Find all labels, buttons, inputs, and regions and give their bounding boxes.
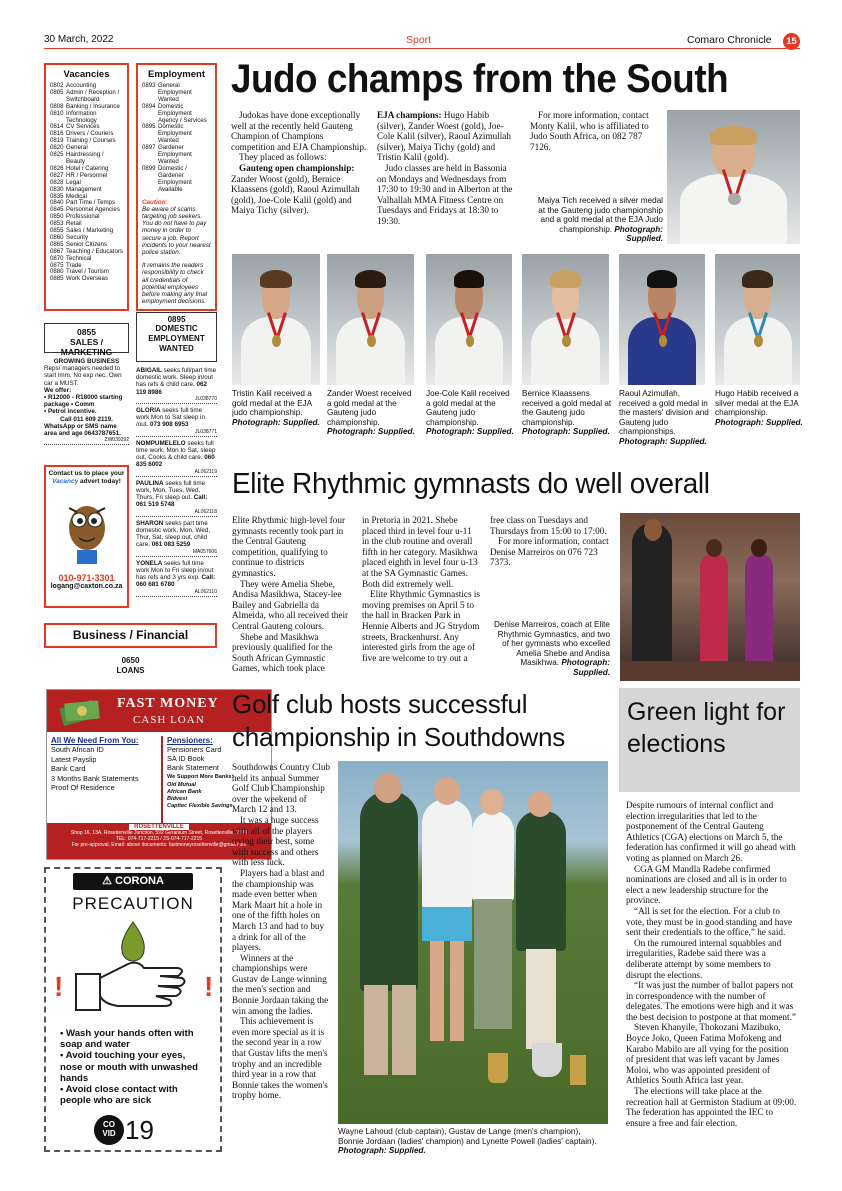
judo-athlete-caption-text: Joe-Cole Kalil received a gold medal at the Gauteng judo championship. [426, 389, 510, 427]
judo-eja-results: Hugo Habib (silver), Zander Woest (gold), Joe-Cole Kalil (silver), Raoul Azimullah (silver), Maiya Tichy (gold) and Tristin Kalil (gold). [377, 110, 511, 163]
loan-pens-item: Bank Statement [167, 763, 219, 772]
judo-athlete-caption-text: Hugo Habib received a silver medal at the EJA championship. [715, 389, 799, 418]
exclaim-left-icon: ! [54, 971, 64, 1002]
loans-code: 0650 [121, 656, 140, 665]
vacancy-label: Management [66, 185, 102, 193]
gym-col-1 [232, 515, 350, 674]
vacancy-code: 0810 [50, 109, 64, 117]
vacancy-label: Drivers / Couriers [66, 130, 114, 138]
domestic-header [136, 312, 217, 362]
vacancy-code: 0885 [50, 275, 64, 283]
judo-athlete-photo [715, 254, 800, 385]
green-col [626, 800, 798, 1128]
green-paragraph: Despite rumours of internal conflict and election irregularities that led to the postponement of the Central Gauteng Athletics (CGA) elections on March 5, the federation has confirmed it will go ahead with voting as planned on March 26. [626, 800, 796, 863]
header-rule [44, 48, 800, 49]
green-paragraph: “It was just the number of ballot papers not in correspondence with the number of delegates. The emotions were high and it was the best decision to postpone at that moment.” [626, 980, 796, 1022]
responsibility-text: It remains the readers responsibility to check all credentials of potential employees before making any final employment decisions. [142, 262, 208, 306]
corona-ad [44, 867, 222, 1152]
page-date: 30 March, 2022 [44, 34, 114, 45]
green-headline: Green light for elections [627, 698, 786, 758]
vacancy-label: Professional [66, 213, 100, 221]
green-paragraph: On the rumoured internal squabbles and irregularities, Radebe said there was a deliberate attempt by some members to disrupt the elections. [626, 937, 782, 980]
employment-item [142, 104, 211, 125]
domestic-ad-name: ABIGAIL [136, 367, 162, 374]
domestic-ad-ref: JL038771 [136, 429, 217, 437]
vacancy-code: 0867 [50, 247, 64, 255]
green-headline-box [619, 688, 800, 792]
employment-item [142, 83, 211, 104]
vacancy-label: Sales / Marketing [66, 227, 114, 235]
domestic-ad-ref: JL038770 [136, 396, 217, 404]
vacancy-code: 0828 [50, 178, 64, 186]
domestic-ad-ref: AL062119 [136, 469, 217, 477]
sales-ad-offer: We offer: [44, 386, 72, 394]
employment-label: Domestic Employment Wanted [158, 123, 192, 145]
golf-paragraph: Southdowns Country Club held its annual Summer Golf Club Championship over the weekend of March 12 and 13. [232, 762, 331, 815]
loan-ad-address: Shop 16, 13A, Rosettenville Junction, 592 Geranium Street, Rosettenville, 2190 [70, 830, 248, 836]
judo-athlete-caption [232, 389, 324, 427]
judo-athlete-photo [232, 254, 320, 385]
contact-ad-line1: Contact us to place your [48, 470, 125, 477]
judo-athlete-caption-credit: Photograph: Supplied. [232, 417, 320, 427]
vacancy-code: 0827 [50, 171, 64, 179]
loan-banks-item: Old Mutual [167, 782, 196, 788]
gym-p6: free class on Tuesdays and Thursdays from 15:00 to 17:00. [490, 515, 607, 536]
vacancy-code: 0816 [50, 130, 64, 138]
sales-title: SALES / MARKETING [60, 337, 113, 357]
vacancy-label: Medical [66, 192, 87, 200]
loan-pens-item: Pensioners Card [167, 745, 222, 754]
judo-athlete-caption-text: Zander Woest received a gold medal at the Gauteng judo championship. [327, 389, 412, 427]
vacancy-code: 0875 [50, 261, 64, 269]
vacancy-code: 0840 [50, 199, 64, 207]
vacancy-code: 0802 [50, 82, 64, 89]
golf-paragraph: Players had a blast and the championship was made even better when Mark Maart hit a hole in one of the fifth holes on March 13 and had to buy a drink for all of the players. [232, 867, 325, 953]
vacancy-label: Hotel / Catering [66, 164, 109, 172]
vacancy-code: 0825 [50, 151, 64, 159]
gym-p2: They were Amelia Shebe, Andisa Masikhwa, Stacey-lee Bailey and Gabriella da Almeida, who all received their Central Gauteng colours. [232, 578, 349, 631]
vacancy-label: CV Services [66, 123, 100, 131]
domestic-ad-ref: AL062110 [136, 589, 217, 597]
vacancy-label: Training / Courses [66, 137, 116, 145]
sales-ad-call: Call 011 609 2119. [60, 415, 113, 423]
domestic-ad-phone: 062 119 8986 [136, 381, 208, 396]
judo-athlete-photo [619, 254, 705, 385]
loan-banks-item: African Bank [167, 789, 202, 795]
employment-list [142, 83, 211, 194]
employment-box [136, 63, 217, 311]
domestic-ad-ref: MA057606 [136, 549, 217, 557]
judo-athlete-caption [522, 389, 613, 437]
vacancies-list [50, 83, 123, 283]
sales-ad-b2: • Petrol incentive. [44, 408, 97, 416]
judo-gauteng-results: Zander Woost (gold), Bernice Klaassens (gold), Raoul Azimullah (gold), Joe-Cole Kalil (gold) and Maiya Tichy (silver). [231, 173, 360, 216]
corona-badge: ⚠ CORONA [73, 873, 193, 890]
money-icon [57, 694, 103, 730]
judo-p2: They placed as follows: [239, 152, 327, 163]
vacancy-item [50, 152, 123, 166]
employment-label: General Employment Wanted [158, 82, 192, 103]
gym-caption-credit: Photograph: Supplied. [561, 658, 610, 677]
loan-need-item: Proof Of Residence [51, 783, 115, 793]
judo-eja-label: EJA champions: [377, 110, 442, 120]
golf-caption-credit: Photograph: Supplied. [338, 1146, 426, 1156]
golf-paragraph: Winners at the championships were Gustav de Lange winning the men's section and Bonnie Jordaan taking the win among the ladies. [232, 952, 329, 1016]
judo-classes: Judo classes are held in Bassonia on Mondays and Wednesdays from 17:30 to 19:30 and in Alberton at the Valhallah MMA Fitness Centre on Tuesdays and Fridays at 18:30 to 19:30. [377, 162, 513, 226]
domestic-ad-text: seeks full time work Mon to Fri sleep in/out has refs and 3 yrs exp. [136, 559, 214, 582]
domestic-ad-name: PAULINA [136, 479, 164, 487]
contact-ad-line2: advert today! [78, 478, 121, 485]
sales-ad-head: GROWING BUSINESS [53, 358, 120, 365]
gym-caption-text: Denise Marreiros, coach at Elite Rhythmic Gymnastics, and two of her gymnasts who excelled Amelia Shebe and Andisa Masikhwa. [493, 620, 610, 668]
business-header [44, 623, 217, 648]
green-paragraph: The elections will take place at the recreation hall at Germiston Stadium at 09:00. The federation has appointed the IEC to ensure a free and fair election. [626, 1086, 797, 1128]
vacancies-box [44, 63, 129, 311]
vacancy-label: Banking / Insurance [66, 102, 120, 110]
vacancy-label: Trade [66, 261, 82, 269]
domestic-ad [136, 560, 217, 597]
judo-athlete-caption [715, 389, 804, 427]
vacancy-label: Accounting [66, 82, 97, 89]
loan-banks-item: Capitec Flexible Savings [167, 803, 233, 809]
vacancy-code: 0819 [50, 137, 64, 145]
gym-col-3 [490, 515, 614, 568]
loan-need-title: All We Need From You: [51, 736, 139, 745]
domestic-ads [136, 367, 217, 600]
vacancy-label: Security [66, 233, 89, 241]
domestic-ad-phone: 061 083 5259 [151, 541, 191, 549]
loan-need-item: Bank Card [51, 764, 86, 774]
judo-p1: Judokas have done exceptionally well at the recently held Gauteng Champion of Champions competition and EJA Championship. [231, 110, 367, 152]
judo-athlete-photo [426, 254, 512, 385]
vacancy-code: 0820 [50, 144, 64, 152]
vacancy-label: Personnel Agencies [66, 206, 120, 214]
domestic-ad [136, 480, 217, 517]
vacancy-code: 0850 [50, 213, 64, 221]
contact-ad [44, 465, 129, 608]
golf-caption-text: Wayne Lahoud (club captain), Gustav de Lange (men's champion), Bonnie Jordaan (ladies' champion) and Lynette Powell (ladies' captain). [338, 1127, 597, 1146]
corona-point: • Avoid touching your eyes, nose or mouth with unwashed hands [60, 1050, 199, 1084]
loan-need-item: 3 Months Bank Statements [51, 773, 139, 783]
employment-title: Employment [147, 69, 205, 80]
domestic-ad-text: seeks full/part time domestic work. Sleep in/out has refs & child care. [136, 367, 217, 389]
vacancy-label: Information Technology [66, 109, 97, 124]
sales-ad-body: Reps/ managers needed to start imm. No exp nec. Own car a MUST. [44, 365, 122, 387]
sales-ad [44, 358, 129, 448]
loan-pens-item: SA ID Book [167, 754, 205, 763]
sales-ad-ref: ZW039292 [44, 437, 129, 445]
judo-main-caption-text: Maiya Tich received a silver medal at the Gauteng judo championship and a gold medal at the EJA Judo championship. [537, 196, 663, 234]
domestic-ad-phone: Call: 061 519 5748 [136, 494, 208, 509]
employment-label: Domestic / Gardener Employment Available [158, 164, 192, 193]
domestic-title: DOMESTIC EMPLOYMENT WANTED [148, 324, 205, 353]
judo-athlete-caption-text: Raoul Azimullah, received a gold medal in the masters' division and Gauteng judo championships. [619, 389, 709, 437]
loan-ad-brand: FAST MONEY [117, 696, 219, 711]
vacancy-code: 0855 [50, 227, 64, 235]
employment-item [142, 145, 211, 166]
vacancy-code: 0880 [50, 268, 64, 276]
gym-p1: Elite Rhythmic high-level four gymnasts recently took part in the Central Gauteng competition, qualifying to continue to districts gymnastics. [232, 515, 346, 578]
judo-col-3 [530, 110, 664, 152]
domestic-ad [136, 520, 217, 557]
loan-ad-tel: TEL: 074-717-2215 / 2S-074-717-2215 [115, 836, 203, 842]
golf-paragraph: It was a huge success with all of the players trying their best, some with success and others with less luck. [232, 814, 319, 868]
domestic-ad-phone: 060 835 6002 [136, 454, 215, 469]
domestic-ad [136, 407, 217, 437]
judo-athlete-caption-credit: Photograph: Supplied. [522, 427, 610, 437]
caution-title: Caution: [142, 198, 168, 206]
green-paragraph: “All is set for the election. For a club to vote, they must be in good standing and have sent their credentials to the office,” he said. [626, 905, 793, 938]
contact-ad-vacancy: Vacancy [52, 478, 79, 485]
vacancy-label: Teaching / Educators [66, 247, 123, 255]
vacancy-label: General [66, 144, 88, 152]
judo-athlete-caption-text: Tristin Kalil received a gold medal at the EJA judo championship. [232, 389, 312, 418]
loan-ad-town: ROSETTENVILLE [129, 824, 189, 830]
sales-code: 0855 [77, 327, 96, 337]
employment-code: 0899 [142, 164, 156, 172]
covid-logo-19: 19 [125, 1114, 154, 1145]
vacancy-label: Senior Citizens [66, 240, 107, 248]
loan-need-list [51, 745, 157, 792]
vacancy-code: 0808 [50, 102, 64, 110]
gym-headline: Elite Rhythmic gymnasts do well overall [232, 468, 710, 500]
vacancy-item [50, 276, 123, 283]
hand-wash-icon [48, 916, 218, 1026]
golf-headline: Golf club hosts successful championship in Southdowns [232, 689, 566, 752]
domestic-code: 0895 [167, 315, 186, 324]
domestic-ad-text: seeks part time domestic work, Mon, Wed, Thur, Sat, sleep out, child care. [136, 519, 211, 549]
vacancy-code: 0865 [50, 240, 64, 248]
employment-label: Domestic Employment Agency / Services [158, 102, 207, 124]
judo-athlete-caption-credit: Photograph: Supplied. [715, 417, 803, 427]
employment-item [142, 166, 211, 194]
golf-col [232, 762, 330, 1101]
caution-text: Be aware of scams targeting job seekers. You do not have to pay money in order to secure a job. Report incidents to your nearest police station. [142, 205, 211, 256]
golf-paragraph: This achievement is even more special as it is the second year in a row that Gustav lifts the men's trophy and an incredible third year in a row that Bonnie takes the women's trophy home. [232, 1016, 328, 1101]
corona-point: • Wash your hands often with soap and water [60, 1028, 194, 1051]
green-paragraph: Steven Khanyile, Thokozani Mazibuko, Boyce Joko, Queen Fatima Mofokeng and Karabo Mabilo are all vying for the position of president that was left vacant by James Moloi, who was appointed president of Athletics South Africa last year. [626, 1022, 789, 1086]
loan-ad-email: For pre-approval, Email: above documents: fastmoneyrosettenville@gmail.com [71, 842, 247, 848]
vacancy-label: Work Overseas [66, 275, 108, 283]
vacancy-code: 0870 [50, 254, 64, 262]
covid-logo [94, 1112, 154, 1148]
vacancy-code: 0814 [50, 123, 64, 131]
vacancy-label: HR / Personnel [66, 171, 108, 179]
contact-ad-phone: 010-971-3301 [58, 573, 115, 583]
judo-athlete-caption [619, 389, 709, 447]
page-number: 15 [783, 33, 800, 50]
vacancy-label: Retail [66, 220, 82, 228]
judo-athlete-caption [327, 389, 418, 437]
judo-athlete-caption-credit: Photograph: Supplied. [426, 427, 514, 437]
exclaim-right-icon: ! [204, 971, 214, 1002]
gym-p7: For more information, contact Denise Marreiros on 076 723 7373. [490, 536, 609, 568]
gym-col-2 [362, 515, 480, 663]
section-label: Sport [406, 34, 432, 46]
gym-p4: in Pretoria in 2021. Shebe placed third in level four u-11 in the club routine and overall fifth in her category. Masikhwa placed eighth in level four u-13 at the SA Gymnastic Games. Both did extremely well. [362, 515, 478, 589]
judo-athlete-caption-credit: Photograph: Supplied. [619, 436, 707, 446]
employment-code: 0895 [142, 123, 156, 131]
domestic-ad-text: seeks full time work, Mon, Tues, Wed, Thurs, Fri sleep out. [136, 479, 206, 502]
vacancy-code: 0860 [50, 233, 64, 241]
vacancy-label: Technical [66, 254, 92, 262]
sales-ad-wa: WhatsApp or SMS name area and age 0643787651. [44, 422, 122, 438]
corona-point: • Avoid close contact with people who are sick [60, 1084, 178, 1107]
vacancy-item [50, 111, 123, 125]
vacancy-item [50, 90, 123, 104]
loan-need-item: South African ID [51, 745, 104, 755]
employment-code: 0897 [142, 144, 156, 152]
judo-main-photo [667, 110, 800, 244]
judo-headline: Judo champs from the South [231, 57, 729, 101]
loan-ad-sub: CASH LOAN [133, 714, 205, 726]
business-title: Business / Financial [72, 628, 189, 642]
judo-col-1 [231, 110, 369, 216]
corona-title: PRECAUTION [72, 894, 194, 913]
loans-label: LOANS [116, 666, 145, 675]
vacancy-code: 0853 [50, 220, 64, 228]
green-paragraph: CGA GM Mandla Radebe confirmed nominations are closed and all is in order to elect a new leadership structure for the province. [626, 863, 787, 906]
gym-photo [620, 513, 800, 681]
gym-p3: Shebe and Masikhwa previously qualified for the South African Gymnastic Games, which took place [232, 631, 333, 674]
judo-athlete-photo [327, 254, 414, 385]
vacancy-label: Legal [66, 178, 81, 186]
domestic-ad-phone: 073 908 6953 [150, 421, 189, 429]
loan-need-item: Latest Payslip [51, 754, 97, 764]
loan-banks-item: Bidvest [167, 796, 188, 802]
loan-support-title: We Support More Banks: [167, 774, 234, 780]
loans-header [44, 656, 217, 676]
employment-code: 0894 [142, 102, 156, 110]
vacancy-code: 0830 [50, 185, 64, 193]
vacancy-label: Travel / Tourism [66, 268, 110, 276]
judo-contact: For more information, contact Monty Kalil, who is affiliated to Judo South Africa, on 082 787 7126. [530, 110, 649, 152]
domestic-ad-text: seeks full time work, Mon to Sat, sleep out, Cooks & child care. [136, 439, 216, 462]
judo-athlete-photo [522, 254, 609, 385]
contact-ad-email: logang@caxton.co.za [50, 583, 123, 590]
domestic-ad-ref: AL062118 [136, 509, 217, 517]
golf-caption [338, 1127, 608, 1156]
vacancy-code: 0845 [50, 206, 64, 214]
judo-col-2 [377, 110, 517, 227]
judo-gauteng-label: Gauteng open championship: [239, 162, 355, 173]
covid-logo-vid: VID [102, 1129, 116, 1138]
employment-label: Gardener Employment Wanted [158, 144, 192, 165]
judo-main-caption-credit: Photograph: Supplied. [614, 224, 663, 244]
domestic-ad-text: seeks full time work Mon to Sat sleep in /out. [136, 407, 205, 429]
corona-points [46, 1026, 220, 1106]
vacancy-code: 0835 [50, 192, 64, 200]
sales-ad-b1: • R12000 - R18000 starting package • Comm [44, 394, 123, 409]
vacancy-label: Part Time / Temps [66, 199, 115, 207]
domestic-ad-name: YONELA [136, 559, 163, 567]
domestic-ad [136, 440, 217, 477]
publication-name: Comaro Chronicle [687, 34, 772, 46]
vacancy-label: Hairdressing / Beauty [66, 151, 104, 165]
judo-athlete-caption [426, 389, 516, 437]
domestic-ad-phone: Call: 060 681 6780 [136, 574, 216, 589]
covid-logo-co: CO [103, 1120, 116, 1129]
mascot-icon [57, 488, 117, 568]
judo-athlete-caption-credit: Photograph: Supplied. [327, 427, 415, 437]
gym-p5: Elite Rhythmic Gymnastics is moving premises on April 5 to the hall in Bracken Park in Hennie Alberts and JG Strydom streets, Brackenhurst. Any interested girls from the age of five are welcome to try out a [362, 589, 480, 663]
domestic-ad-name: NOMPUMELELO [136, 439, 186, 447]
vacancy-code: 0826 [50, 164, 64, 172]
vacancy-code: 0805 [50, 88, 64, 96]
domestic-ad [136, 367, 217, 404]
sales-header [44, 323, 129, 357]
employment-item [142, 124, 211, 145]
vacancy-label: Admin / Reception / Switchboard [66, 88, 120, 103]
employment-code: 0893 [142, 82, 156, 89]
domestic-ad-name: SHARON [136, 519, 164, 527]
judo-main-caption [530, 196, 663, 244]
gym-caption [490, 620, 610, 678]
loan-pens-title: Pensioners: [167, 736, 213, 745]
domestic-ad-name: GLORIA [136, 407, 161, 415]
vacancies-title: Vacancies [63, 69, 110, 80]
golf-photo [338, 761, 608, 1124]
judo-athlete-caption-text: Bernice Klaassens received a gold medal at the Gauteng judo championship. [522, 389, 612, 427]
